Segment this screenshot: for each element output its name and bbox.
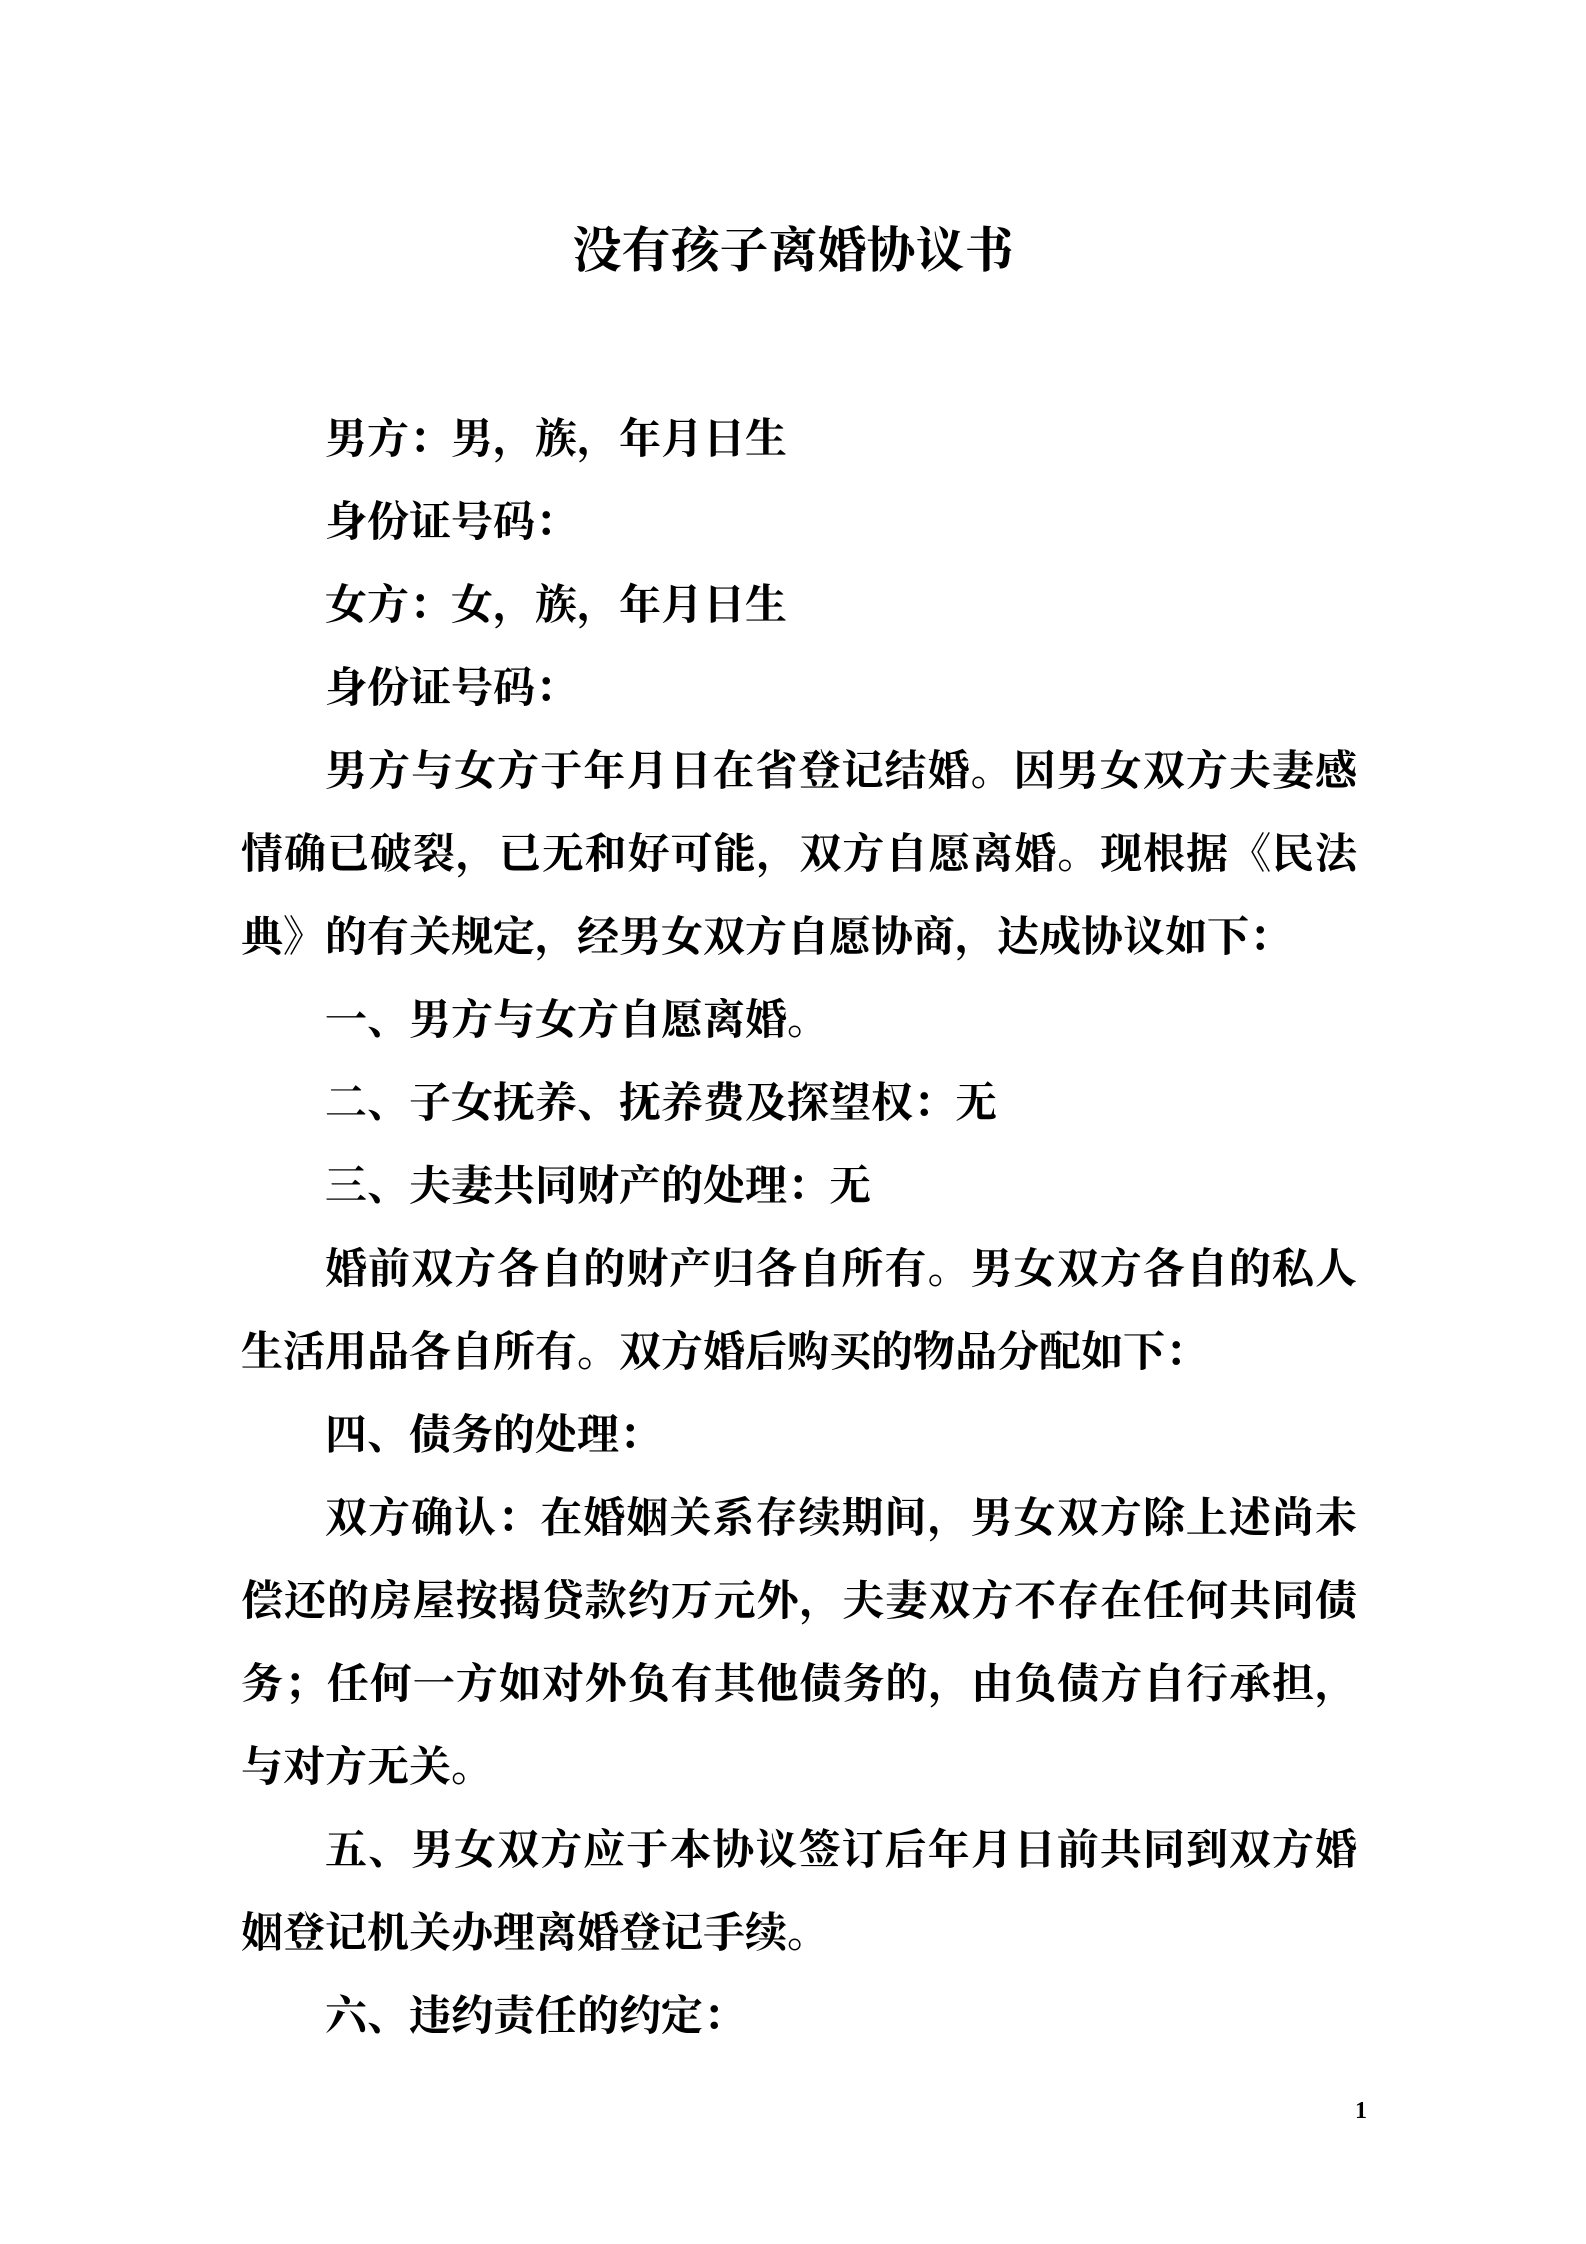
clause-2-children: 二、子女抚养、抚养费及探望权：无 — [325, 1070, 998, 1130]
paragraph-debt-details: 双方确认：在婚姻关系存续期间，男女双方除上述尚未偿还的房屋按揭贷款约万元外，夫妻双方不存在任何共同债务；任何一方如对外负有其他债务的，由负债方自行承担，与对方无关。 — [241, 1485, 1357, 1794]
document-body — [241, 395, 1357, 2055]
clause-6-liability: 六、违约责任的约定： — [325, 1983, 746, 2043]
clause-3-property: 三、夫妻共同财产的处理：无 — [325, 1153, 872, 1213]
document-title: 没有孩子离婚协议书 — [572, 212, 1014, 282]
clause-4-debts: 四、债务的处理： — [325, 1402, 662, 1462]
paragraph-woman-id-number: 身份证号码： — [325, 655, 578, 715]
paragraph-property-details: 婚前双方各自的财产归各自所有。男女双方各自的私人生活用品各自所有。双方婚后购买的物品分配如下： — [241, 1236, 1357, 1379]
paragraph-man-info: 男方：男，族，年月日生 — [325, 406, 788, 466]
paragraph-preamble: 男方与女方于年月日在省登记结婚。因男女双方夫妻感情确已破裂，已无和好可能，双方自愿离婚。现根据《民法典》的有关规定，经男女双方自愿协商，达成协议如下： — [241, 738, 1357, 964]
paragraph-man-id-number: 身份证号码： — [325, 489, 578, 549]
page-number: 1 — [1355, 2098, 1367, 2124]
clause-5-registration: 五、男女双方应于本协议签订后年月日前共同到双方婚姻登记机关办理离婚登记手续。 — [241, 1817, 1357, 1960]
paragraph-woman-info: 女方：女，族，年月日生 — [325, 572, 788, 632]
clause-1-divorce: 一、男方与女方自愿离婚。 — [325, 987, 830, 1047]
